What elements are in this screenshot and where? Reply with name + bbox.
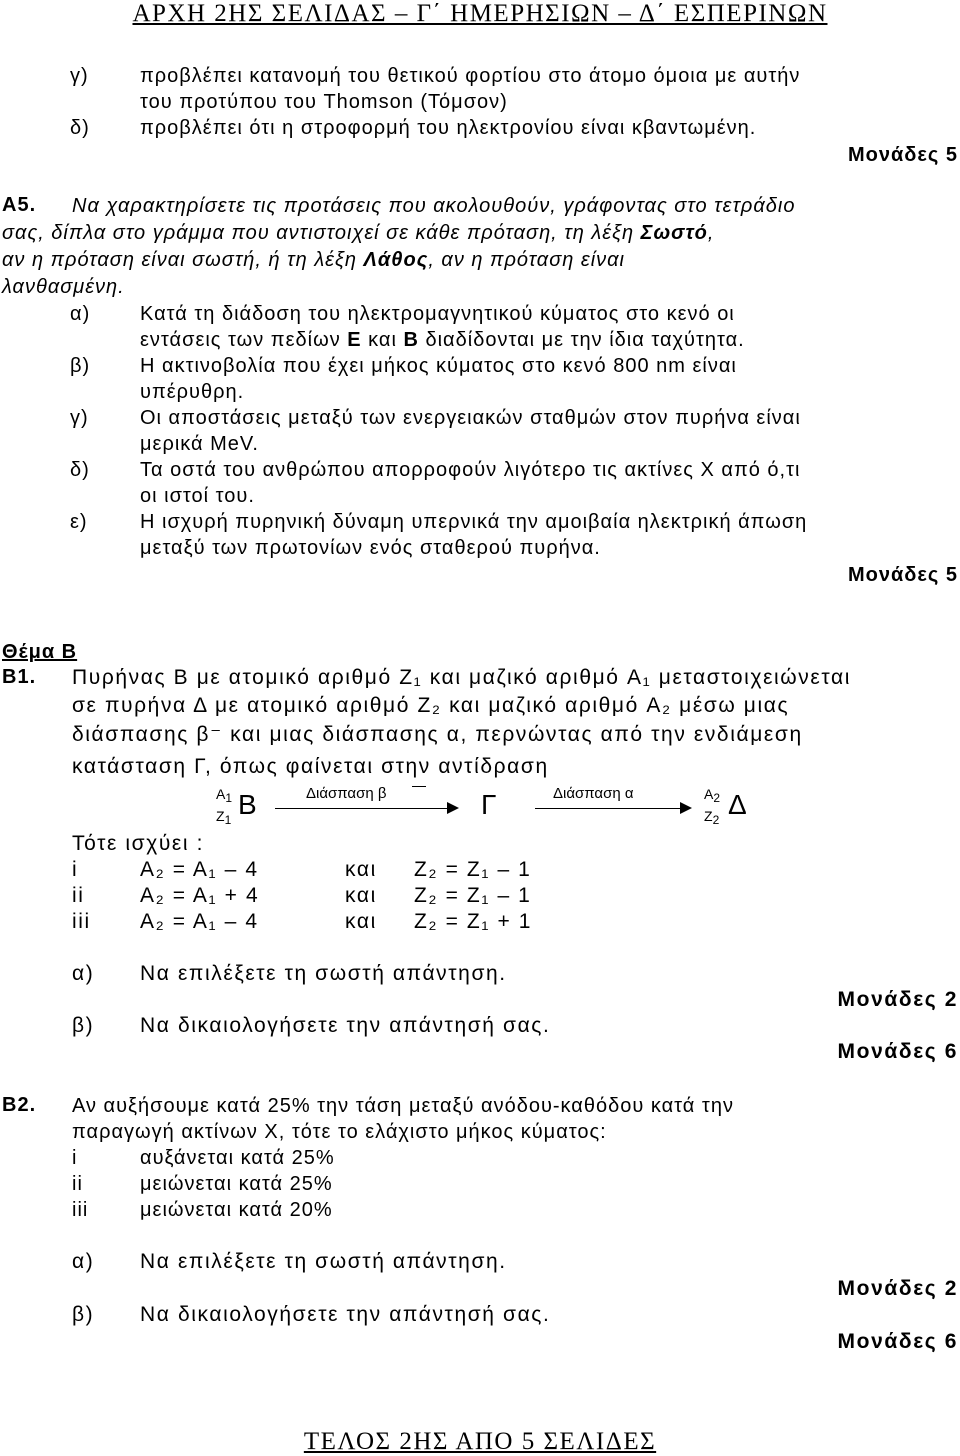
reaction-arrow1 — [275, 808, 447, 809]
b2-label: Β2. — [2, 1094, 37, 1116]
a5-item-a-line1: Κατά τη διάδοση του ηλεκτρομαγνητικού κύματος στο κενό οι — [140, 303, 735, 325]
a4-g-line2: του προτύπου του Thomson (Τόμσον) — [140, 91, 508, 113]
b1-option-ii-and: και — [345, 884, 377, 907]
reaction-z2: $Z_2$ — [704, 808, 720, 827]
reaction-arrow1-label: Διάσπαση β — [306, 785, 387, 802]
a4-d-label: δ) — [70, 117, 90, 139]
b1-option-iii-num: iii — [72, 910, 91, 933]
a5-item-d-label: δ) — [70, 459, 90, 481]
a5-item-a-tail: διαδίδονται με την ίδια ταχύτητα. — [418, 329, 745, 351]
b1-option-iii-and: και — [345, 910, 377, 933]
a5-intro-line1: Να χαρακτηρίσετε τις προτάσεις που ακολουθούν, γράφοντας στο τετράδιο — [72, 195, 796, 217]
page-footer: ΤΕΛΟΣ 2ΗΣ ΑΠΟ 5 ΣΕΛΙΔΕΣ — [303, 1428, 657, 1455]
b1-option-i-right: Z₂ = Z₁ – 1 — [414, 858, 532, 881]
b1-points-a: Μονάδες 2 — [837, 988, 958, 1011]
a5-item-a-text: εντάσεις των πεδίων — [140, 329, 348, 351]
reaction-a2: $A_2$ — [704, 786, 721, 805]
reaction-arrow2-label: Διάσπαση α — [553, 785, 634, 802]
reaction-nucleus-d: Δ — [728, 789, 748, 820]
b1-holds: Τότε ισχύει : — [72, 832, 205, 855]
a5-item-e-label: ε) — [70, 511, 88, 533]
a4-points: Μονάδες 5 — [848, 144, 958, 166]
reaction-z1: $Z_1$ — [216, 808, 232, 827]
a4-g-label: γ) — [70, 65, 89, 87]
a5-intro-line3 — [2, 248, 625, 272]
a5-item-b-label: β) — [70, 355, 91, 377]
a5-intro-line2 — [2, 221, 714, 245]
b1-line1: Πυρήνας Β με ατομικό αριθμό Z₁ και μαζικό αριθμό A₁ μεταστοιχειώνεται — [72, 666, 851, 689]
a5-item-a-label: α) — [70, 303, 91, 325]
b1-qb-label: β) — [72, 1014, 95, 1037]
beta-minus-mark — [412, 786, 426, 787]
reaction-arrow2-head — [680, 802, 692, 814]
b2-qa-label: α) — [72, 1250, 95, 1273]
b1-option-ii-num: ii — [72, 884, 85, 907]
b2-option-iii-text: μειώνεται κατά 20% — [140, 1199, 333, 1221]
b1-qb-text: Να δικαιολογήσετε την απάντησή σας. — [140, 1014, 551, 1037]
b1-points-b: Μονάδες 6 — [837, 1040, 958, 1063]
a5-word-correct: Σωστό — [640, 222, 708, 244]
b1-option-i-and: και — [345, 858, 377, 881]
a5-item-a-symbol-b: Β — [403, 329, 419, 351]
a5-intro2-text: σας, δίπλα στο γράμμα που αντιστοιχεί σε κάθε πρόταση, τη λέξη — [2, 222, 641, 244]
a5-intro2-comma: , — [707, 222, 715, 244]
a5-item-a-and: και — [361, 329, 404, 351]
a5-label: Α5. — [2, 194, 37, 216]
b1-option-ii-right: Z₂ = Z₁ – 1 — [414, 884, 532, 907]
a5-item-d-line1: Τα οστά του ανθρώπου απορροφούν λιγότερο τις ακτίνες Χ από ό,τι — [140, 459, 801, 481]
a5-item-c-line1: Οι αποστάσεις μεταξύ των ενεργειακών σταθμών στον πυρήνα είναι — [140, 407, 801, 429]
a5-item-b-line1: Η ακτινοβολία που έχει μήκος κύματος στο κενό 800 nm είναι — [140, 355, 737, 377]
a5-item-a-line2 — [140, 328, 745, 352]
a5-item-d-line2: οι ιστοί του. — [140, 485, 255, 507]
a5-intro3-tail: , αν η πρόταση είναι — [428, 249, 625, 271]
b1-option-i-left: A₂ = A₁ – 4 — [140, 858, 259, 881]
a5-intro3-text: αν η πρόταση είναι σωστή, ή τη λέξη — [2, 249, 364, 271]
b1-qa-text: Να επιλέξετε τη σωστή απάντηση. — [140, 962, 507, 985]
reaction-arrow2 — [535, 808, 680, 809]
a5-item-c-label: γ) — [70, 407, 89, 429]
b1-label: Β1. — [2, 666, 37, 688]
a5-item-c-line2: μερικά MeV. — [140, 433, 259, 455]
reaction-nucleus-b: Β — [238, 789, 258, 820]
a5-item-e-line1: Η ισχυρή πυρηνική δύναμη υπερνικά την αμοιβαία ηλεκτρική άπωση — [140, 511, 808, 533]
b2-qb-label: β) — [72, 1303, 95, 1326]
page-header: ΑΡΧΗ 2ΗΣ ΣΕΛΙΔΑΣ – Γ΄ ΗΜΕΡΗΣΙΩΝ – Δ΄ ΕΣΠΕΡΙΝΩΝ — [132, 0, 828, 27]
b2-line1: Αν αυξήσουμε κατά 25% την τάση μεταξύ ανόδου-καθόδου κατά την — [72, 1095, 734, 1117]
theme-b-title: Θέμα Β — [2, 641, 78, 663]
a5-item-e-line2: μεταξύ των πρωτονίων ενός σταθερού πυρήνα. — [140, 537, 601, 559]
reaction-arrow1-head — [447, 802, 459, 814]
b1-option-i-num: i — [72, 858, 79, 881]
a5-item-a-symbol-e: Ε — [347, 329, 362, 351]
b1-line2: σε πυρήνα Δ με ατομικό αριθμό Z₂ και μαζικό αριθμό A₂ μέσω μιας — [72, 694, 790, 717]
reaction-a1: $A_1$ — [216, 786, 233, 805]
a5-item-b-line2: υπέρυθρη. — [140, 381, 245, 403]
b1-line3: διάσπασης β⁻ και μιας διάσπασης α, περνώντας από την ενδιάμεση — [72, 723, 803, 746]
b2-qa-text: Να επιλέξετε τη σωστή απάντηση. — [140, 1250, 507, 1273]
b2-option-i-num: i — [72, 1147, 78, 1169]
b2-option-ii-text: μειώνεται κατά 25% — [140, 1173, 333, 1195]
b2-qb-text: Να δικαιολογήσετε την απάντησή σας. — [140, 1303, 551, 1326]
reaction-nucleus-g: Γ — [481, 789, 498, 820]
b1-option-ii-left: A₂ = A₁ + 4 — [140, 884, 260, 907]
a5-word-wrong: Λάθος — [363, 249, 429, 271]
b2-option-i-text: αυξάνεται κατά 25% — [140, 1147, 335, 1169]
a5-intro-line4: λανθασμένη. — [2, 276, 125, 298]
b1-option-iii-left: A₂ = A₁ – 4 — [140, 910, 259, 933]
a4-d-line1: προβλέπει ότι η στροφορμή του ηλεκτρονίου είναι κβαντωμένη. — [140, 117, 757, 139]
b1-line4: κατάσταση Γ, όπως φαίνεται στην αντίδραση — [72, 755, 549, 778]
b2-option-ii-num: ii — [72, 1173, 83, 1195]
b2-option-iii-num: iii — [72, 1199, 89, 1221]
b2-points-a: Μονάδες 2 — [837, 1277, 958, 1300]
b2-points-b: Μονάδες 6 — [837, 1330, 958, 1353]
b2-line2: παραγωγή ακτίνων Χ, τότε το ελάχιστο μήκος κύματος: — [72, 1121, 607, 1143]
b1-option-iii-right: Z₂ = Z₁ + 1 — [414, 910, 533, 933]
b1-qa-label: α) — [72, 962, 95, 985]
a5-points: Μονάδες 5 — [848, 564, 958, 586]
a4-g-line1: προβλέπει κατανομή του θετικού φορτίου στο άτομο όμοια με αυτήν — [140, 65, 801, 87]
